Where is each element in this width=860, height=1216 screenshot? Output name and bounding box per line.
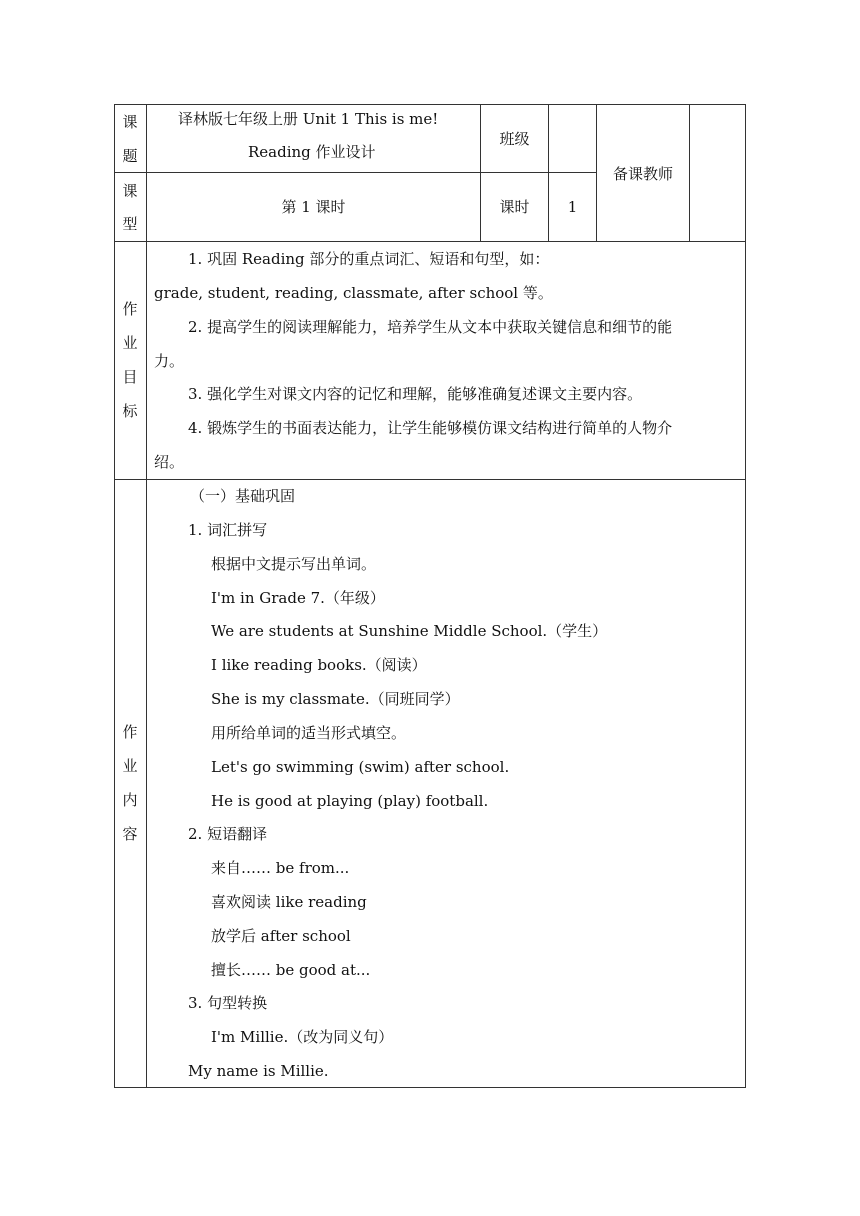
goals-label-char: 标: [122, 402, 138, 420]
content-line: 来自…… be from...: [211, 859, 350, 877]
type-value: 第 1 课时: [281, 198, 346, 216]
grid-line: [114, 172, 597, 173]
goal-line: grade, student, reading, classmate, after school 等。: [154, 284, 553, 302]
goals-label-char: 业: [122, 334, 138, 352]
content-line: I'm in Grade 7.（年级）: [211, 589, 385, 607]
content-line: My name is Millie.: [188, 1062, 329, 1080]
grid-line: [114, 1087, 746, 1088]
topic-label-char: 课: [122, 113, 138, 131]
exercise-heading: 1. 词汇拼写: [188, 521, 268, 539]
period-value: 1: [567, 198, 578, 216]
grid-line: [745, 104, 746, 1088]
goal-line: 力。: [154, 352, 185, 370]
class-label: 班级: [499, 130, 530, 148]
content-label-char: 业: [122, 757, 138, 775]
content-line: He is good at playing (play) football.: [211, 792, 489, 810]
content-line: 喜欢阅读 like reading: [211, 893, 367, 911]
content-line: We are students at Sunshine Middle School.（学生）: [211, 622, 608, 640]
grid-line: [548, 104, 549, 242]
content-line: She is my classmate.（同班同学）: [211, 690, 460, 708]
goal-line: 绍。: [154, 453, 185, 471]
content-line: I like reading books.（阅读）: [211, 656, 427, 674]
grid-line: [114, 479, 746, 480]
content-line: 放学后 after school: [211, 927, 351, 945]
goal-line: 1. 巩固 Reading 部分的重点词汇、短语和句型，如：: [188, 250, 550, 268]
grid-line: [114, 241, 746, 242]
goal-line: 2. 提高学生的阅读理解能力，培养学生从文本中获取关键信息和细节的能: [188, 318, 673, 336]
content-label-char: 容: [122, 825, 138, 843]
goals-label-char: 目: [122, 368, 138, 386]
type-label-char: 课: [122, 182, 138, 200]
content-label-char: 内: [122, 791, 138, 809]
content-line: I'm Millie.（改为同义句）: [211, 1028, 394, 1046]
grid-line: [480, 104, 481, 242]
topic-title-line1: 译林版七年级上册 Unit 1 This is me!: [178, 110, 439, 128]
teacher-label: 备课教师: [612, 165, 673, 183]
grid-line: [114, 104, 746, 105]
section-heading: （一）基础巩固: [190, 487, 296, 505]
goal-line: 3. 强化学生对课文内容的记忆和理解，能够准确复述课文主要内容。: [188, 385, 643, 403]
period-label: 课时: [499, 198, 530, 216]
type-label-char: 型: [122, 215, 138, 233]
content-line: Let's go swimming (swim) after school.: [211, 758, 510, 776]
goal-line: 4. 锻炼学生的书面表达能力，让学生能够模仿课文结构进行简单的人物介: [188, 419, 673, 437]
content-label-char: 作: [122, 723, 138, 741]
grid-line: [146, 104, 147, 1088]
content-line: 擅长…… be good at...: [211, 961, 371, 979]
topic-label-char: 题: [122, 147, 138, 165]
content-line: 根据中文提示写出单词。: [211, 555, 377, 573]
content-line: 用所给单词的适当形式填空。: [211, 724, 407, 742]
grid-line: [114, 104, 115, 1088]
exercise-heading: 3. 句型转换: [188, 994, 268, 1012]
grid-line: [689, 104, 690, 242]
exercise-heading: 2. 短语翻译: [188, 825, 268, 843]
goals-label-char: 作: [122, 300, 138, 318]
topic-title-line2: Reading 作业设计: [248, 143, 376, 161]
